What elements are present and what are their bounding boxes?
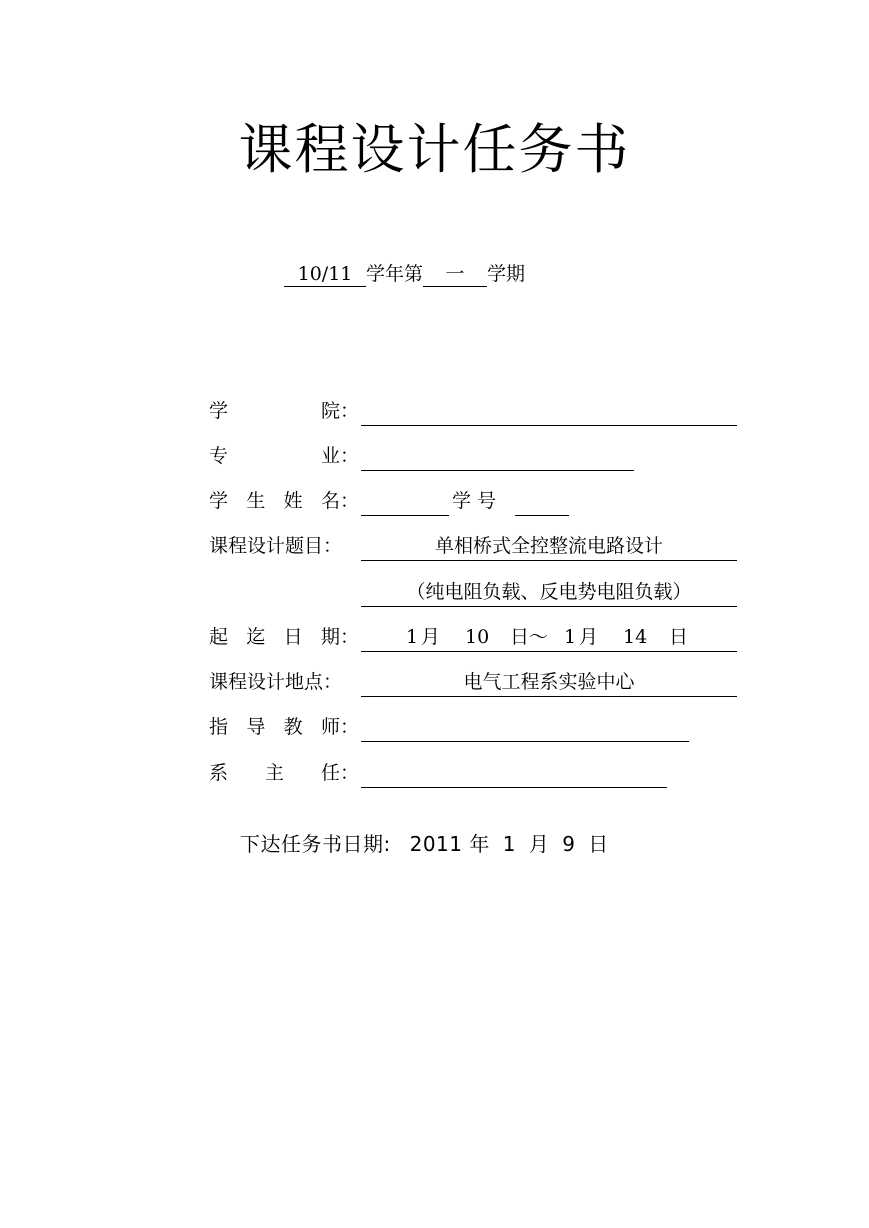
term-line	[284, 260, 525, 288]
student-id-field[interactable]	[515, 486, 569, 516]
issue-date-label: 下达任务书日期:	[240, 832, 391, 856]
issue-date-line: 下达任务书日期: 2011 年 1 月 9 日	[240, 832, 609, 856]
student-name-field[interactable]	[361, 486, 449, 516]
college-field[interactable]	[361, 396, 737, 426]
start-month: 1	[406, 626, 419, 648]
major-label: 专 业：	[209, 445, 359, 467]
start-day: 10	[465, 626, 490, 648]
issue-month: 1	[502, 832, 516, 856]
academic-year-field[interactable]: 10/11	[284, 262, 366, 287]
term-text-semester: 学期	[487, 263, 526, 285]
topic-label: 课程设计题目：	[209, 535, 343, 557]
end-day: 14	[623, 626, 648, 648]
semester-field[interactable]: 一	[423, 262, 487, 287]
instructor-label: 指 导 教 师：	[209, 716, 359, 738]
issue-year: 2011	[409, 832, 463, 856]
dept-head-label: 系 主 任：	[209, 762, 359, 784]
major-field[interactable]	[361, 441, 634, 471]
student-name-label: 学 生 姓 名：	[209, 490, 359, 512]
student-id-label: 学 号	[452, 490, 497, 512]
document-title: 课程设计任务书	[238, 118, 631, 181]
end-month: 1	[564, 626, 577, 648]
instructor-field[interactable]	[361, 712, 689, 742]
issue-day: 9	[562, 832, 576, 856]
topic-field[interactable]: 单相桥式全控整流电路设计	[361, 531, 737, 561]
dates-field[interactable]: 1 月 10 日～ 1 月 14 日	[361, 622, 737, 652]
location-field[interactable]: 电气工程系实验中心	[361, 667, 737, 697]
dept-head-field[interactable]	[361, 758, 667, 788]
term-text-year: 学年第	[366, 263, 424, 285]
topic-field-2[interactable]: （纯电阻负载、反电势电阻负载）	[361, 577, 737, 607]
location-label: 课程设计地点：	[209, 671, 343, 693]
dates-label: 起 迄 日 期：	[209, 626, 359, 648]
college-label: 学 院：	[209, 400, 359, 422]
